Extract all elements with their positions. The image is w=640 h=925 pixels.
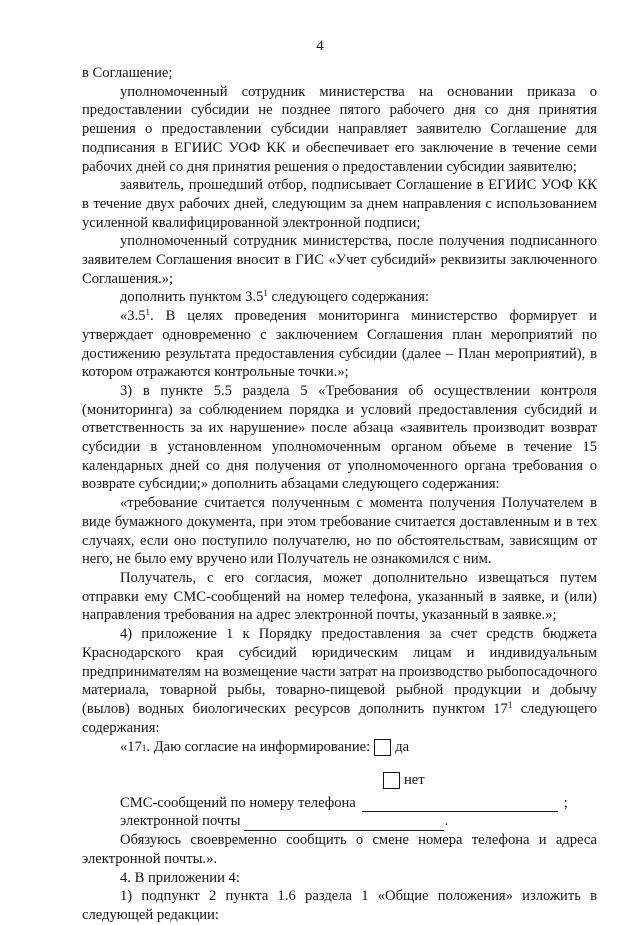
page-number: 4	[316, 38, 324, 54]
paragraph: в Соглашение;	[82, 65, 173, 81]
paragraph: Получатель, с его согласия, может дополнительно извещаться путем отправки ему СМС-сообщений на номер телефона, указанный в заявке, и (или) направления требования на адрес электронной почты, указанный в заявке.»;	[82, 569, 597, 624]
paragraph: Обязуюсь своевременно сообщить о смене номера телефона и адреса электронной почты.».	[82, 832, 597, 867]
paragraph: 1) подпункт 2 пункта 1.6 раздела 1 «Общие положения» изложить в следующей редакции:	[82, 888, 597, 923]
paragraph: 3) в пункте 5.5 раздела 5 «Требования об осуществлении контроля (мониторинга) за соблюдением порядка и условий предоставления субсидий и ответственность за их нарушение» после абзаца «заявитель производит возврат субсидии в установленном уполномоченным органом объеме в течение 15 календарных дней со дня получения от уполномоченного органа требования о возврате субсидии;» дополнить абзацами следующего содержания:	[82, 382, 597, 493]
sms-field-row: СМС-сообщений по номеру телефона ;	[120, 794, 568, 811]
consent-no-row	[82, 771, 597, 790]
paragraph-appendix-1: 4) приложение 1 к Порядку предоставления за счет средств бюджета Краснодарского края субсидий юридическим лицам и индивидуальным предпринимателям на возмещение части затрат на производство рыбопосадочного материала, товарной рыбы, товарно-пищевой рыбной продукции и добычу (вылов) водных биологических ресурсов дополнить пунктом $17^1$ следующего содержания:	[82, 626, 598, 736]
paragraph: уполномоченный сотрудник министерства на основании приказа о предоставлении субсидии не позднее пятого рабочего дня со дня принятия решения о предоставлении субсидии направляет заявителю Соглашение для подписания в ЕГИИС УОФ КК и обеспечивает его заключение в течение семи рабочих дней со дня принятия решения о предоставлении субсидии заявителю;	[82, 83, 597, 175]
paragraph: уполномоченный сотрудник министерства, после получения подписанного заявителем Соглашения вносит в ГИС «Учет субсидий» реквизиты заключенного Соглашения.»;	[82, 233, 597, 287]
email-label: электронной почты	[120, 813, 241, 830]
sms-phone-blank[interactable]	[362, 797, 558, 812]
paragraph: «требование считается полученным с момента получения Получателем в виде бумажного документа, при этом требование считается доставленным и в тех случаях, если оно поступило получателю, но по обстоятельствам, зависящим от него, не было ему вручено или Получатель не ознакомился с ним.	[82, 495, 597, 568]
email-blank[interactable]	[244, 816, 444, 831]
consent-yes-label: да	[395, 739, 410, 756]
consent-no-checkbox[interactable]	[383, 772, 400, 789]
document-body	[82, 64, 597, 925]
consent-yes-checkbox[interactable]	[374, 739, 391, 756]
paragraph: 4. В приложении 4:	[120, 869, 240, 886]
sms-label: СМС-сообщений по номеру телефона	[120, 794, 356, 811]
email-field-row: электронной почты .	[120, 813, 449, 830]
paragraph-3-5-1: «$3.5^1$. В целях проведения мониторинга министерство формирует и утверждает одновременно с заключением Соглашения план мероприятий по достижению результата предоставления субсидии (далее – План мероприятий), в котором отражаются контрольные точки.»;	[82, 307, 597, 381]
paragraph: заявитель, прошедший отбор, подписывает Соглашение в ЕГИИС УОФ КК в течение двух рабочих дней, следующим за днем направления с использованием усиленной квалифицированной электронной подписи;	[82, 177, 597, 231]
consent-row: «17 1 . Даю согласие на информирование: да	[120, 739, 410, 756]
consent-no-label: нет	[404, 772, 425, 789]
paragraph-add-3-5-1: дополнить пунктом $3.5^1$ следующего содержания:	[120, 288, 429, 306]
